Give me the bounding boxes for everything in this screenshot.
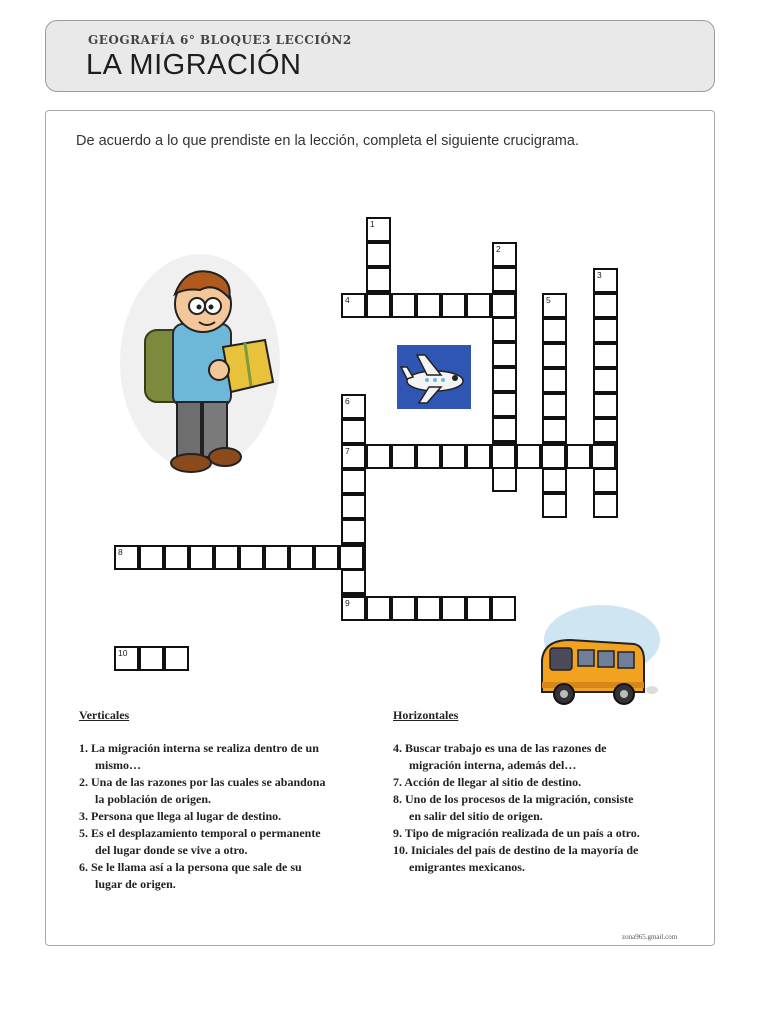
crossword-cell[interactable] (189, 545, 214, 570)
crossword-cell[interactable] (341, 494, 366, 519)
crossword-cell[interactable] (593, 268, 618, 293)
crossword-cell[interactable] (466, 293, 491, 318)
crossword-cell[interactable] (593, 293, 618, 318)
crossword-cell[interactable] (139, 545, 164, 570)
crossword-cell[interactable] (593, 468, 618, 493)
crossword-cell[interactable] (466, 596, 491, 621)
crossword-cell[interactable] (541, 444, 566, 469)
airplane-illustration (397, 345, 471, 409)
vertical-clue: lugar de origen. (95, 877, 176, 891)
crossword-cell[interactable] (593, 418, 618, 443)
crossword-cell[interactable] (492, 342, 517, 367)
clue-number: 10 (118, 648, 128, 658)
crossword-cell[interactable] (264, 545, 289, 570)
vertical-clue: la población de origen. (95, 792, 212, 806)
crossword-cell[interactable] (139, 646, 164, 671)
vertical-clue: 6. Se le llama así a la persona que sale de su (79, 860, 302, 874)
vertical-clue: mismo… (95, 758, 141, 772)
crossword-cell[interactable] (542, 493, 567, 518)
crossword-cell[interactable] (239, 545, 264, 570)
subject-label: GEOGRAFÍA 6° BLOQUE3 LECCIÓN2 (88, 33, 352, 47)
crossword-cell[interactable] (492, 467, 517, 492)
crossword-cell[interactable] (366, 242, 391, 267)
crossword-cell[interactable] (341, 569, 366, 594)
crossword-cell[interactable] (114, 646, 139, 671)
crossword-cell[interactable] (164, 545, 189, 570)
crossword-cell[interactable] (341, 419, 366, 444)
crossword-cell[interactable] (492, 242, 517, 267)
vertical-clue: 1. La migración interna se realiza dentro de un (79, 741, 319, 755)
traveler-illustration (115, 252, 290, 482)
horizontal-clue: migración interna, además del… (409, 758, 577, 772)
clue-number: 3 (597, 270, 602, 280)
crossword-cell[interactable] (391, 293, 416, 318)
crossword-cell[interactable] (591, 444, 616, 469)
clue-number: 9 (345, 598, 350, 608)
crossword-cell[interactable] (441, 596, 466, 621)
bus-illustration (530, 600, 660, 712)
clue-number: 8 (118, 547, 123, 557)
crossword-cell[interactable] (416, 444, 441, 469)
vertical-clue: 3. Persona que llega al lugar de destino. (79, 809, 282, 823)
crossword-cell[interactable] (593, 343, 618, 368)
crossword-cell[interactable] (341, 444, 366, 469)
horizontal-clue: 4. Buscar trabajo es una de las razones de (393, 741, 607, 755)
clue-number: 2 (496, 244, 501, 254)
vertical-clue: 5. Es el desplazamiento temporal o permanente (79, 826, 321, 840)
crossword-cell[interactable] (593, 318, 618, 343)
clue-number: 7 (345, 446, 350, 456)
crossword-cell[interactable] (341, 293, 366, 318)
crossword-cell[interactable] (114, 545, 139, 570)
crossword-cell[interactable] (341, 394, 366, 419)
vertical-clues-heading: Verticales (79, 708, 130, 722)
crossword-cell[interactable] (542, 393, 567, 418)
crossword-cell[interactable] (542, 368, 567, 393)
clue-number: 1 (370, 219, 375, 229)
horizontal-clue: emigrantes mexicanos. (409, 860, 525, 874)
crossword-cell[interactable] (492, 317, 517, 342)
horizontal-clues-heading: Horizontales (393, 708, 459, 722)
instructions: De acuerdo a lo que prendiste en la lección, completa el siguiente crucigrama. (76, 133, 579, 149)
crossword-cell[interactable] (366, 217, 391, 242)
clue-number: 4 (345, 295, 350, 305)
crossword-cell[interactable] (542, 418, 567, 443)
crossword-cell[interactable] (341, 519, 366, 544)
crossword-cell[interactable] (542, 468, 567, 493)
crossword-cell[interactable] (593, 368, 618, 393)
crossword-cell[interactable] (492, 392, 517, 417)
crossword-cell[interactable] (492, 417, 517, 442)
crossword-cell[interactable] (491, 444, 516, 469)
crossword-cell[interactable] (341, 469, 366, 494)
crossword-cell[interactable] (164, 646, 189, 671)
horizontal-clue: 9. Tipo de migración realizada de un país a otro. (393, 826, 640, 840)
crossword-cell[interactable] (466, 444, 491, 469)
horizontal-clue: 8. Uno de los procesos de la migración, consiste (393, 792, 634, 806)
clue-number: 5 (546, 295, 551, 305)
crossword-cell[interactable] (542, 293, 567, 318)
crossword-cell[interactable] (366, 293, 391, 318)
crossword-cell[interactable] (366, 444, 391, 469)
crossword-cell[interactable] (314, 545, 339, 570)
crossword-cell[interactable] (214, 545, 239, 570)
crossword-cell[interactable] (441, 293, 466, 318)
vertical-clue: del lugar donde se vive a otro. (95, 843, 248, 857)
clue-number: 6 (345, 396, 350, 406)
crossword-cell[interactable] (289, 545, 314, 570)
page-title: LA MIGRACIÓN (86, 49, 302, 81)
horizontal-clue: en salir del sitio de origen. (409, 809, 543, 823)
crossword-cell[interactable] (366, 596, 391, 621)
crossword-cell[interactable] (516, 444, 541, 469)
horizontal-clue: 7. Acción de llegar al sitio de destino. (393, 775, 582, 789)
header-banner (45, 20, 715, 92)
crossword-cell[interactable] (492, 267, 517, 292)
horizontal-clue: 10. Iniciales del país de destino de la mayoría de (393, 843, 639, 857)
crossword-cell[interactable] (441, 444, 466, 469)
crossword-cell[interactable] (416, 596, 441, 621)
crossword-cell[interactable] (339, 545, 364, 570)
crossword-cell[interactable] (416, 293, 441, 318)
crossword-cell[interactable] (566, 444, 591, 469)
crossword-cell[interactable] (593, 393, 618, 418)
crossword-cell[interactable] (492, 367, 517, 392)
crossword-cell[interactable] (391, 596, 416, 621)
vertical-clue: 2. Una de las razones por las cuales se abandona (79, 775, 326, 789)
crossword-cell[interactable] (341, 596, 366, 621)
crossword-cell[interactable] (366, 267, 391, 292)
crossword-cell[interactable] (542, 318, 567, 343)
crossword-cell[interactable] (491, 293, 516, 318)
crossword-cell[interactable] (391, 444, 416, 469)
crossword-cell[interactable] (542, 343, 567, 368)
crossword-cell[interactable] (491, 596, 516, 621)
footer-email: zona965.gmail.com (622, 933, 678, 941)
crossword-cell[interactable] (593, 493, 618, 518)
